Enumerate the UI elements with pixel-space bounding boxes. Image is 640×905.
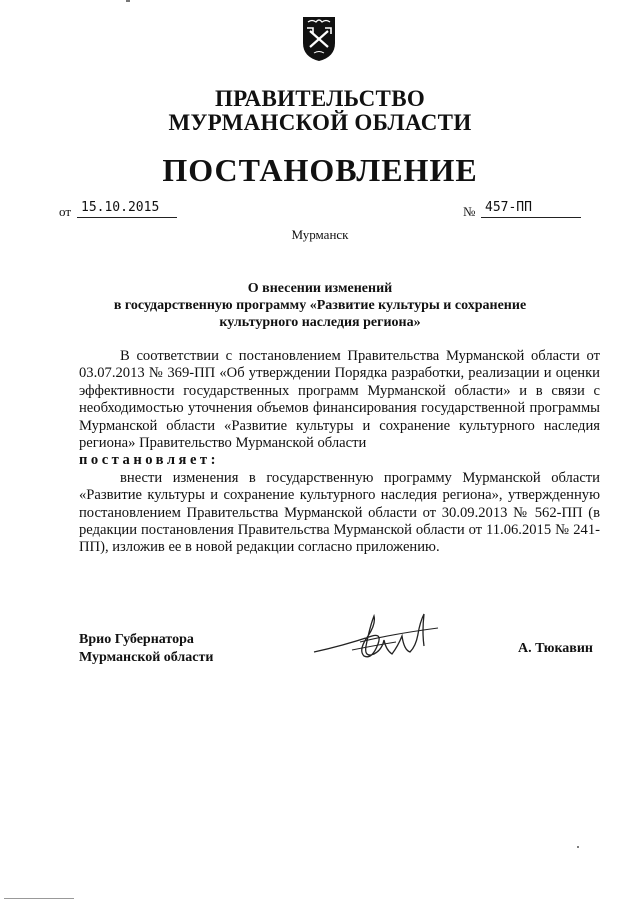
date-label: от: [59, 204, 72, 219]
signatory-position-line1: Врио Губернатора: [79, 632, 194, 647]
org-name-line1: ПРАВИТЕЛЬСТВО: [214, 86, 426, 111]
scan-mark: [4, 898, 74, 899]
date-value: 15.10.2015: [77, 200, 177, 218]
number-value: 457-ПП: [481, 200, 581, 218]
document-title-line2: в государственную программу «Развитие культуры и сохранение: [113, 298, 527, 313]
document-body: [79, 348, 600, 557]
document-title-line3: культурного наследия региона»: [219, 315, 421, 330]
document-type: ПОСТАНОВЛЕНИЕ: [162, 152, 478, 188]
preamble-paragraph: В соответствии с постановлением Правительства Мурманской области от 03.07.2013 № 369-ПП «Об утверждении Порядка разработки, реализации и оценки эффективности государственных программ Мурманской области» и в связи с необходимостью уточнения объемов финансирования государственной программы Мурманской области «Развитие культуры и сохранение культурного наследия региона» Правительство Мурманской области: [79, 348, 600, 452]
document-title-line1: О внесении изменений: [247, 281, 393, 296]
signatory-name: А. Тюкавин: [518, 641, 593, 656]
decree-word: постановляет:: [79, 452, 219, 469]
signatory-position-line2: Мурманской области: [79, 650, 214, 665]
city: Мурманск: [291, 227, 349, 242]
scan-mark: [126, 0, 130, 2]
scan-mark: [577, 846, 579, 848]
number-label: №: [463, 204, 476, 219]
resolution-paragraph: внести изменения в государственную программу Мурманской области «Развитие культуры и сохранение культурного наследия региона», утвержденную постановлением Правительства Мурманской области от 30.09.2013 № 562-ПП (в редакции постановления Правительства Мурманской области от 11.06.2015 № 241-ПП), изложив ее в новой редакции согласно приложению.: [79, 469, 600, 556]
handwritten-signature: [312, 606, 442, 668]
coat-of-arms-icon: [300, 13, 338, 63]
org-name-line2: МУРМАНСКОЙ ОБЛАСТИ: [168, 110, 472, 135]
signatory-position: [79, 631, 213, 667]
